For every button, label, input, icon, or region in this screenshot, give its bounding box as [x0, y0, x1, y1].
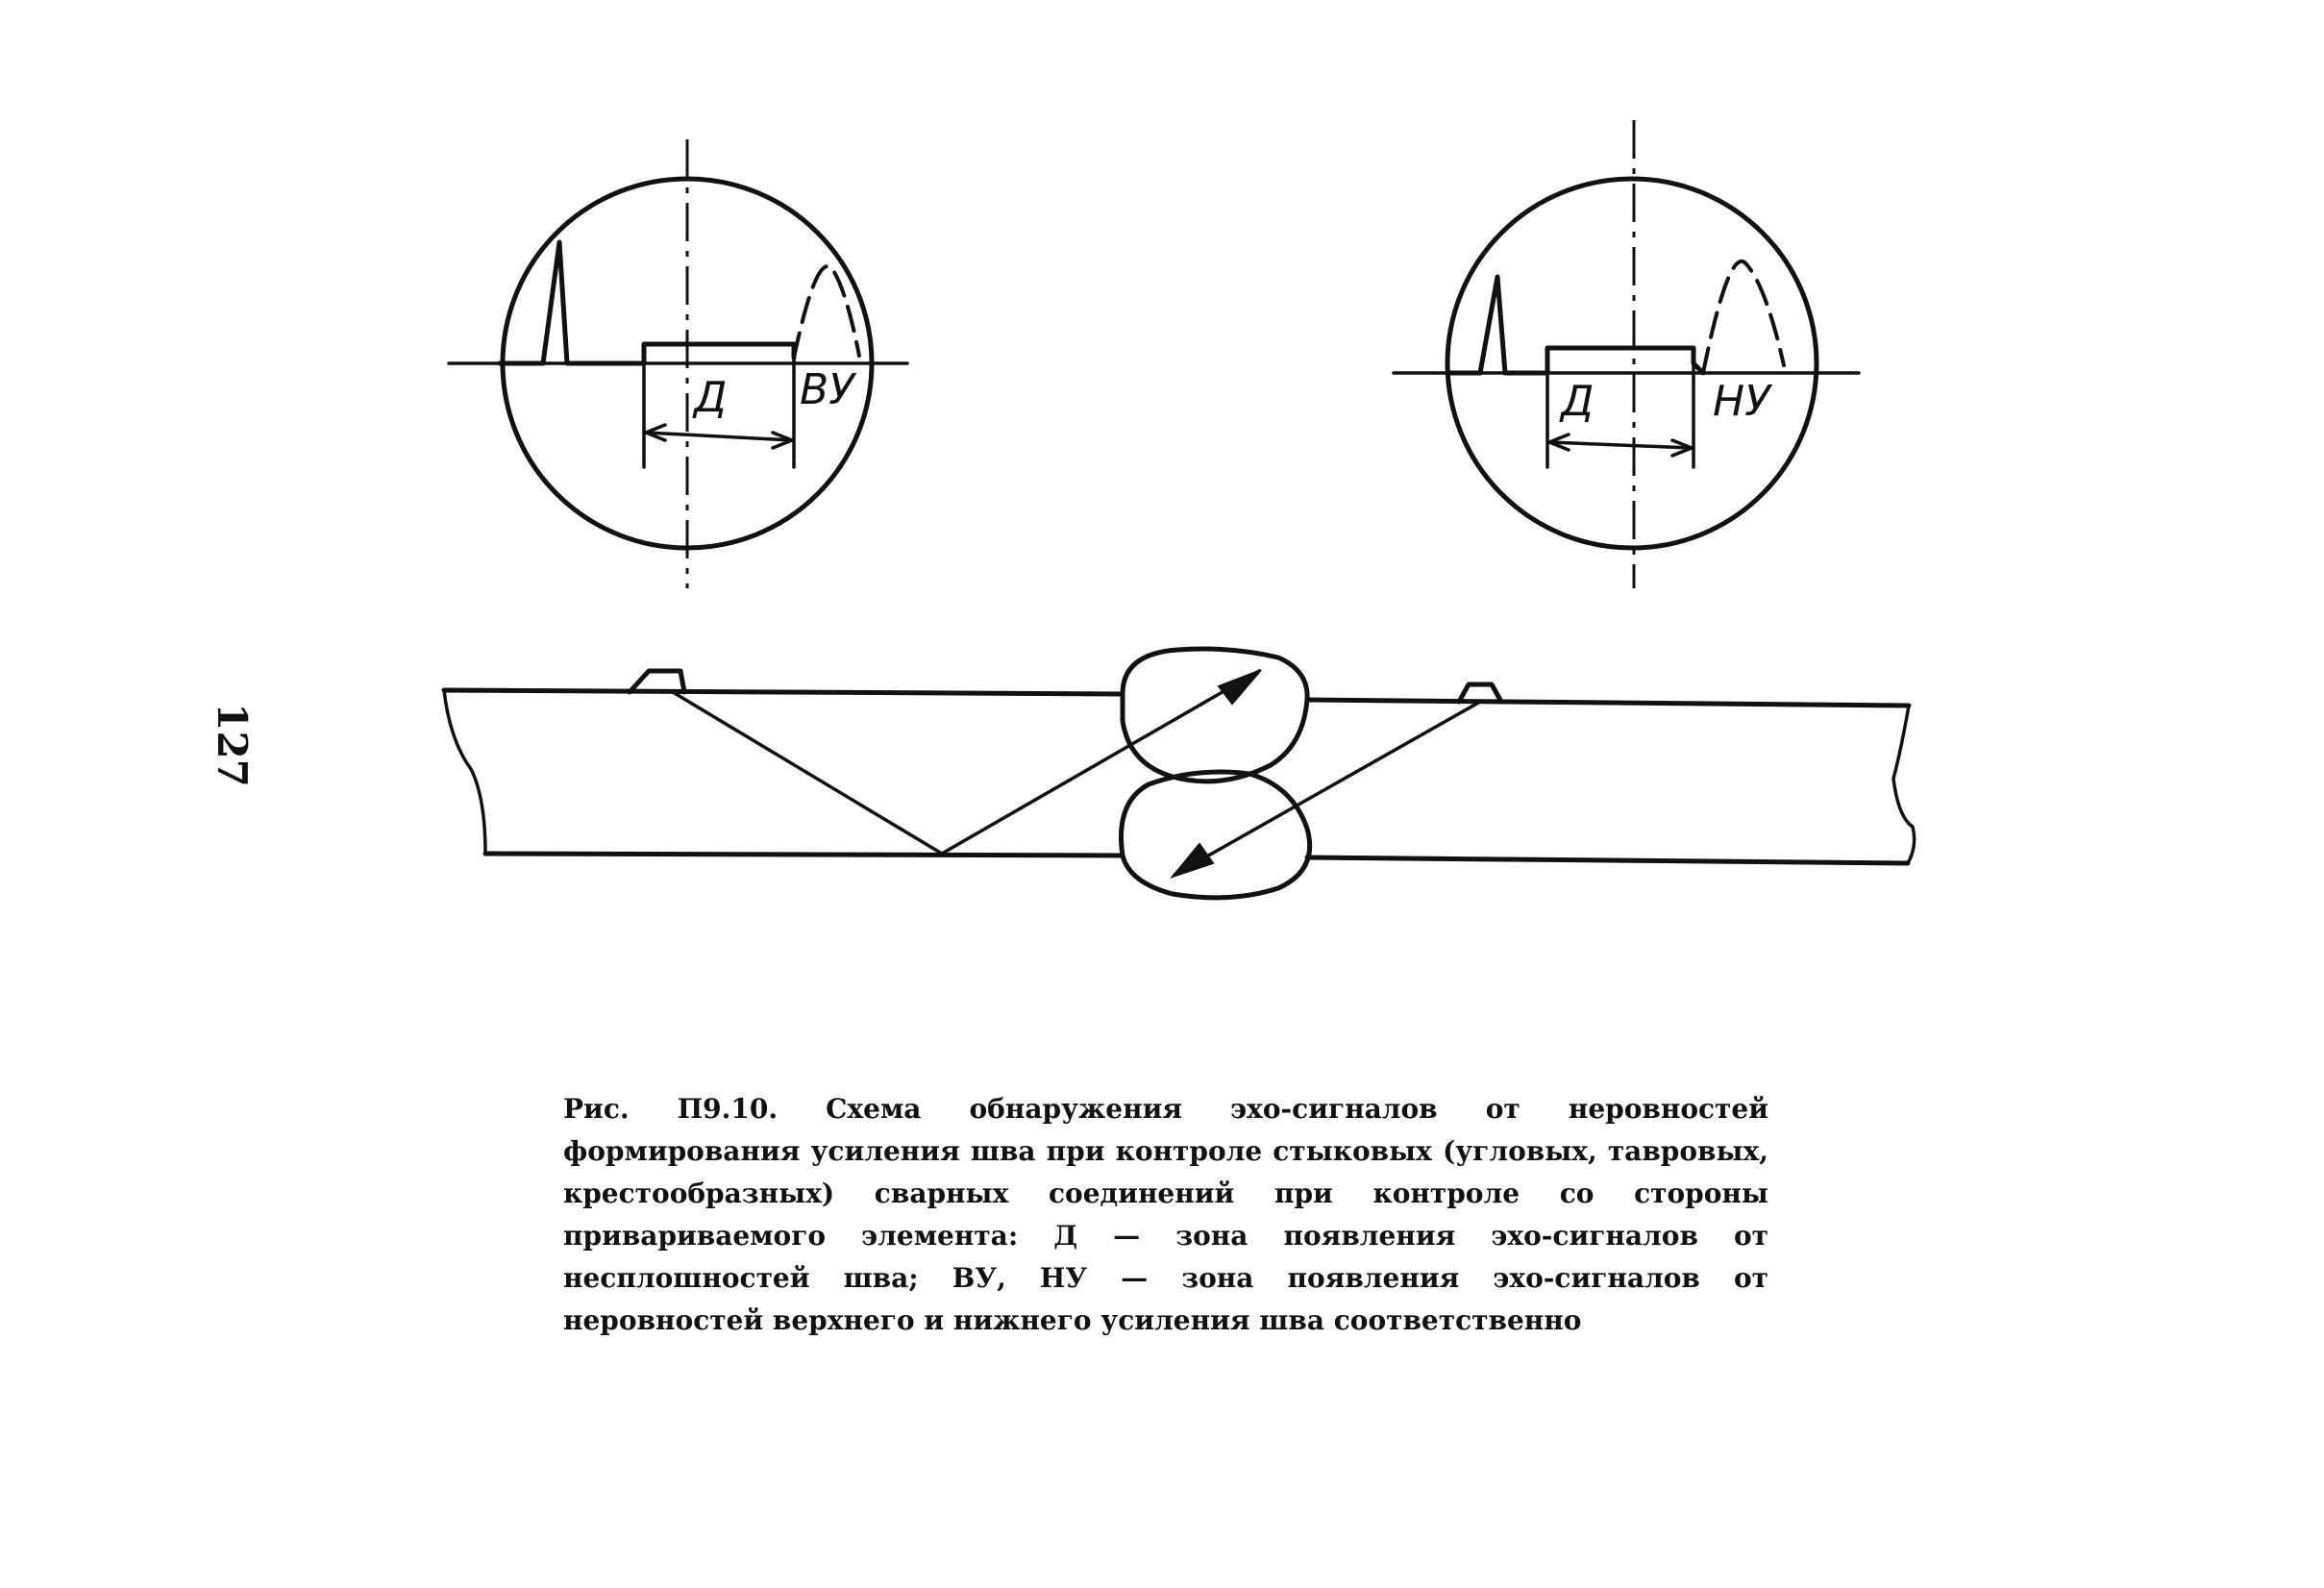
- plate-top-edge-right: [1307, 700, 1909, 706]
- ultrasonic-beam-path-reflected: [1174, 702, 1480, 875]
- left-defect-zone-label: Д: [694, 373, 728, 422]
- page-number: 127: [209, 703, 256, 787]
- figure-caption: Рис. П9.10. Схема обнаружения эхо-сигналов от неровностей формирования усиления шва при контроле стыковых (угловых, тавровых, крестообразных) сварных соединений при контроле со стороны привариваемого элемента: Д — зона появления эхо-сигналов от несплошностей шва; ВУ, НУ — зона появления эхо-сигналов от неровностей верхнего и нижнего усиления шва соответственно: [563, 1093, 1768, 1336]
- lower-weld-bead: [1122, 772, 1310, 898]
- weld-joint-section: [444, 649, 1915, 898]
- right-defect-zone-label: Д: [1561, 377, 1595, 426]
- plate-bottom-edge-left: [485, 854, 1123, 856]
- upper-weld-bead: [1123, 649, 1307, 782]
- upper-reinforcement-label: ВУ: [800, 365, 854, 414]
- plate-bottom-edge-right: [1307, 857, 1908, 863]
- left-echo-trace: [500, 242, 794, 363]
- right-screen: [1394, 120, 1859, 588]
- plate-top-edge-left: [444, 690, 1123, 694]
- left-screen: [449, 139, 907, 588]
- plate-right-break-line: [1893, 706, 1915, 863]
- lower-reinforcement-label: НУ: [1713, 377, 1770, 426]
- right-echo-trace: [1449, 277, 1703, 373]
- plate-left-break-line: [444, 690, 485, 854]
- lower-beam-arrowhead: [1173, 844, 1213, 877]
- left-zone-dimension-line: [646, 433, 792, 440]
- right-lower-reinforcement-echo: [1703, 261, 1784, 373]
- right-zone-dimension-line: [1549, 442, 1692, 448]
- ultrasonic-beam-path-direct: [673, 671, 1259, 854]
- upper-beam-arrowhead: [1219, 670, 1261, 704]
